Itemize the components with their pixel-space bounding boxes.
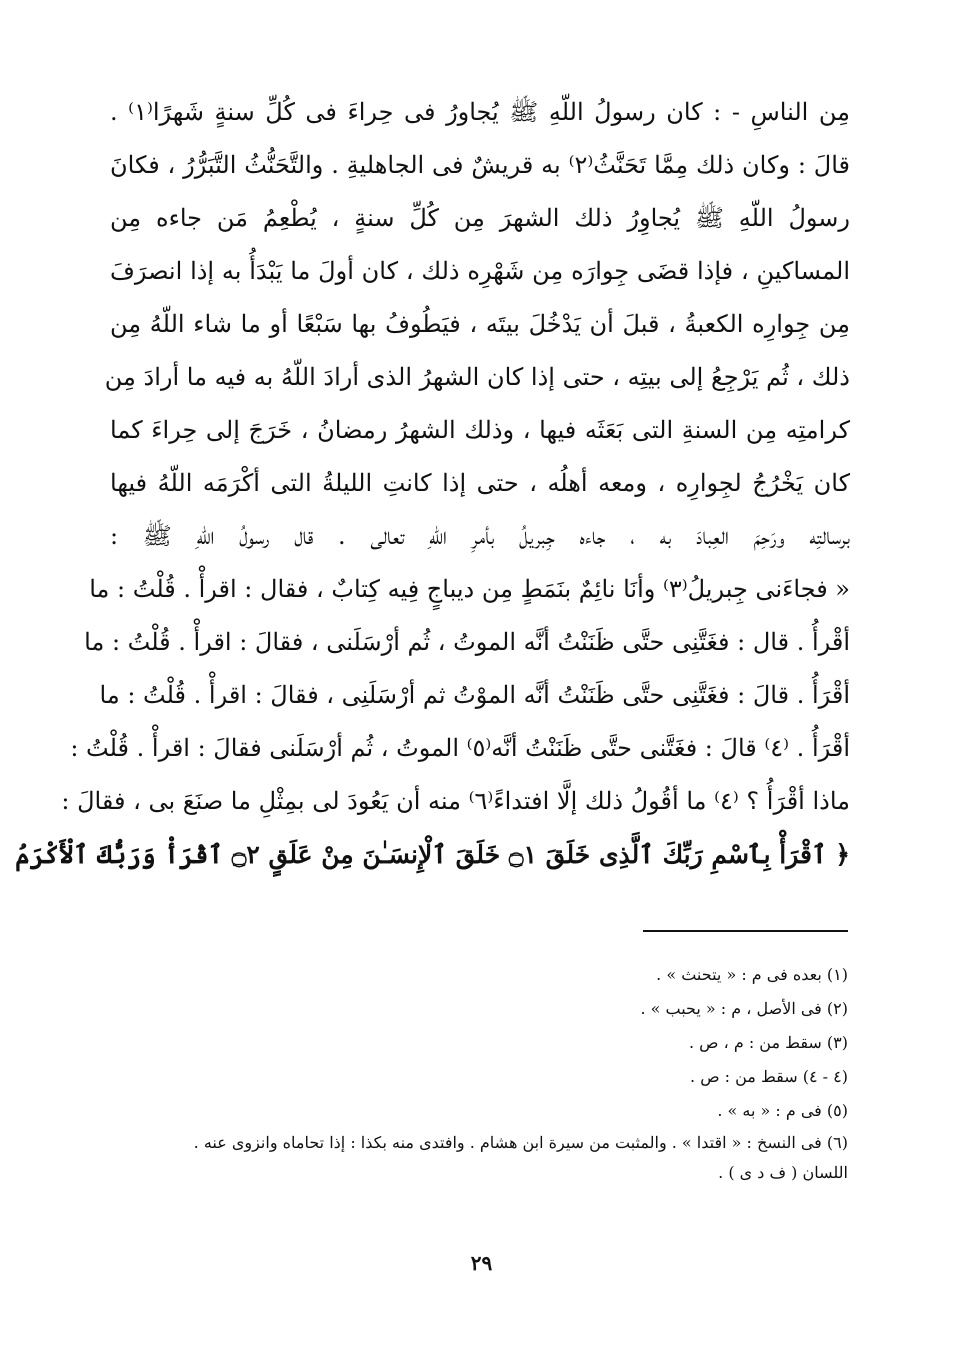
text-line-3: رسولُ اللّهِ ﷺ يُجاوِرُ ذلك الشهرَ مِن كُلِّ سنةٍ ، يُطْعِمُ مَن جاءه مِن [110, 204, 850, 232]
text-line-7: كرامتِه مِن السنةِ التى بَعَثَه فيها ، وذلك الشهرُ رمضانُ ، خَرَجَ إلى حِراءَ كما [110, 416, 850, 444]
text-line-9: برسالتِه ورَحِمَ العِبادَ به ، جاءه جِبريلُ بأمرِ اللّهِ تعالى . قال رسولُ اللّهِ ﷺ : [110, 522, 850, 550]
text-line-1: مِن الناسِ - : كان رسولُ اللّهِ ﷺ يُجاورُ فى حِراءَ فى كُلِّ سنةٍ شَهرًا⁽١⁾ . [110, 98, 850, 126]
footnote-1: (١) بعده فى م : « يتحنث » . [656, 965, 848, 984]
text-line-4: المساكينِ ، فإذا قضَى جِوارَه مِن شَهْرِه ذلك ، كان أولَ ما يَبْدَأُ به إذا انصرَفَ [110, 257, 850, 285]
text-line-5: مِن جِوارِه الكعبةُ ، قبلَ أن يَدْخُلَ بيتَه ، فيَطُوفُ بها سَبْعًا أو ما شاء اللّهُ مِن [110, 310, 850, 338]
footnote-3: (٣) سقط من : م ، ص . [688, 1033, 848, 1052]
footnote-2: (٢) فى الأصل ، م : « يحبب » . [640, 999, 848, 1018]
footnote-4: (٤ - ٤) سقط من : ص . [690, 1067, 848, 1086]
text-line-10: « فجاءَنى جِبريلُ⁽٣⁾ وأنَا نائِمٌ بنَمَطٍ مِن ديباجٍ فِيه كِتابٌ ، فقال : اقرأْ . قُلْتُ : ما [89, 575, 850, 603]
footnote-divider [643, 930, 848, 932]
text-line-12: أقْرَأُ . قالَ : فغَتَّنِى حتَّى ظَنَنْتُ أنَّه الموْتُ ثم أرْسَلَنِى ، فقالَ : اقرأْ . قُلْتُ : ما [99, 681, 850, 709]
text-line-11: أقْرأُ . قال : فغَتَّنِى حتَّى ظَنَنْتُ أنَّه الموتُ ، ثُم أرْسَلَنى ، فقالَ : اقرأْ . قُلْتُ : ما [84, 628, 850, 656]
text-line-6: ذلك ، ثُم يَرْجِعُ إلى بيتِه ، حتى إذا كان الشهرُ الذى أرادَ اللّهُ به فيه ما أرادَ مِن [104, 363, 850, 391]
footnote-6: (٦) فى النسخ : « اقتدا » . والمثبت من سيرة ابن هشام . وافتدى منه بكذا : إذا تحاماه وانزوى عنه . [193, 1133, 848, 1152]
text-line-14: ماذا أقْرَأُ ؟ ⁽٤⁾ ما أقُولُ ذلك إلَّا افتداءً⁽٦⁾ منه أن يَعُودَ لى بمِثْلِ ما صنَعَ بى ، فقالَ : [61, 787, 850, 815]
quran-verse-line: ﴿ ٱقْرَأْ بِٱسْمِ رَبِّكَ ٱلَّذِى خَلَقَ ۝١ خَلَقَ ٱلْإِنسَـٰنَ مِنْ عَلَقٍ ۝٢ ٱقْرَأْ وَرَبُّكَ ٱلْأَكْرَمُ [15, 840, 850, 869]
page-number: ٢٩ [470, 1251, 493, 1275]
main-text [15, 86, 850, 881]
footnote-6-continuation: اللسان ( ف د ى ) . [718, 1163, 848, 1182]
footnotes [120, 958, 848, 1188]
footnote-5: (٥) فى م : « به » . [717, 1101, 848, 1120]
text-line-13: أقْرَأُ . ⁽٤⁾ قالَ : فغَتَّنى حتَّى ظَنَنْتُ أنَّه⁽٥⁾ الموتُ ، ثُم أرْسَلَنى فقالَ : اقرأْ . قُلْتُ : [70, 734, 850, 762]
text-line-8: كان يَخْرُجُ لجِوارِه ، ومعه أهلُه ، حتى إذا كانتِ الليلةُ التى أكْرَمَه اللّهُ فيها [110, 469, 850, 497]
text-line-2: قالَ : وكان ذلك مِمَّا تَحَنَّثُ⁽٢⁾ به قريشٌ فى الجاهليةِ . والتَّحَنُّثُ التَّبَرُّرُ ، فكانَ [110, 151, 850, 179]
